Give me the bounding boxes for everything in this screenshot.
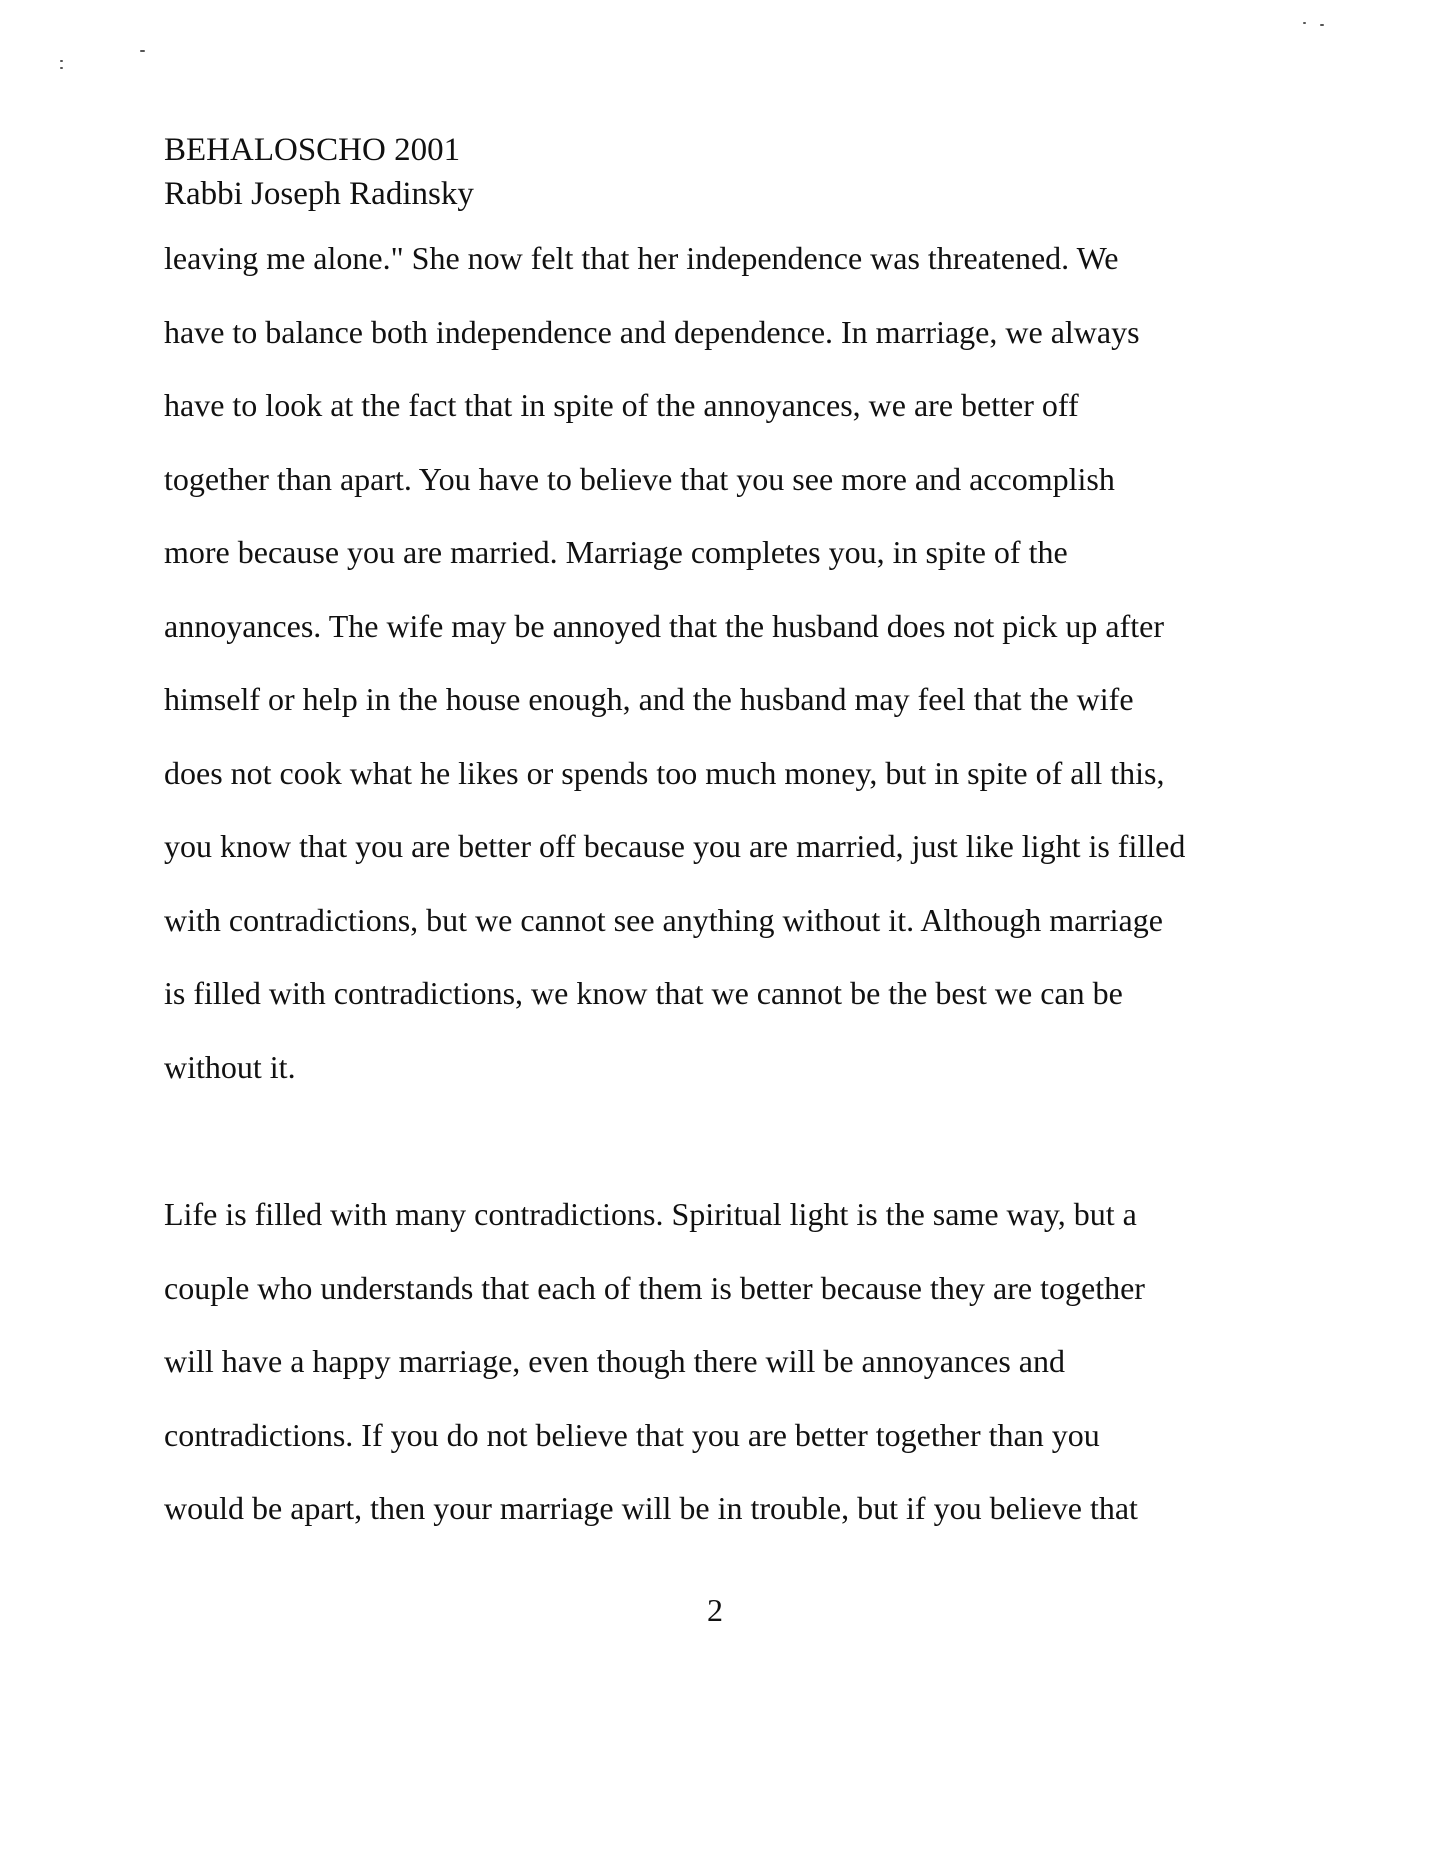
text-line: couple who understands that each of them is better because they are together — [164, 1269, 1145, 1306]
scan-speck — [1303, 22, 1306, 24]
text-line: would be apart, then your marriage will be in trouble, but if you believe that — [164, 1490, 1138, 1526]
text-line: have to look at the fact that in spite of the annoyances, we are better off — [164, 387, 1079, 423]
text-line: contradictions. If you do not believe that you are better together than you — [164, 1416, 1100, 1453]
text-line: you know that you are better off because you are married, just like light is filled — [164, 828, 1186, 864]
scan-speck — [60, 67, 63, 69]
text-line: is filled with contradictions, we know that we cannot be the best we can be — [164, 975, 1123, 1011]
scan-speck — [140, 50, 145, 52]
document-title: BEHALOSCHO 2001 — [164, 132, 461, 168]
scan-speck — [1320, 24, 1324, 26]
text-line: himself or help in the house enough, and the husband may feel that the wife — [164, 681, 1134, 717]
page-number: 2 — [707, 1592, 723, 1628]
text-line: will have a happy marriage, even though there will be annoyances and — [164, 1343, 1065, 1379]
text-line: more because you are married. Marriage completes you, in spite of the — [164, 534, 1068, 570]
text-line: does not cook what he likes or spends too much money, but in spite of all this, — [164, 754, 1165, 791]
paragraph — [164, 1178, 1145, 1546]
text-line: have to balance both independence and dependence. In marriage, we always — [164, 313, 1140, 350]
text-line: leaving me alone." She now felt that her independence was threatened. We — [164, 240, 1119, 276]
paragraph — [164, 222, 1185, 1104]
text-line: with contradictions, but we cannot see anything without it. Although marriage — [164, 901, 1163, 938]
text-line: annoyances. The wife may be annoyed that the husband does not pick up after — [164, 607, 1164, 644]
text-line: without it. — [164, 1048, 296, 1085]
scan-speck — [60, 60, 63, 62]
document-author: Rabbi Joseph Radinsky — [164, 176, 474, 212]
text-line: together than apart. You have to believe that you see more and accomplish — [164, 460, 1115, 497]
text-line: Life is filled with many contradictions. Spiritual light is the same way, but a — [164, 1196, 1137, 1232]
document-header — [164, 128, 474, 216]
